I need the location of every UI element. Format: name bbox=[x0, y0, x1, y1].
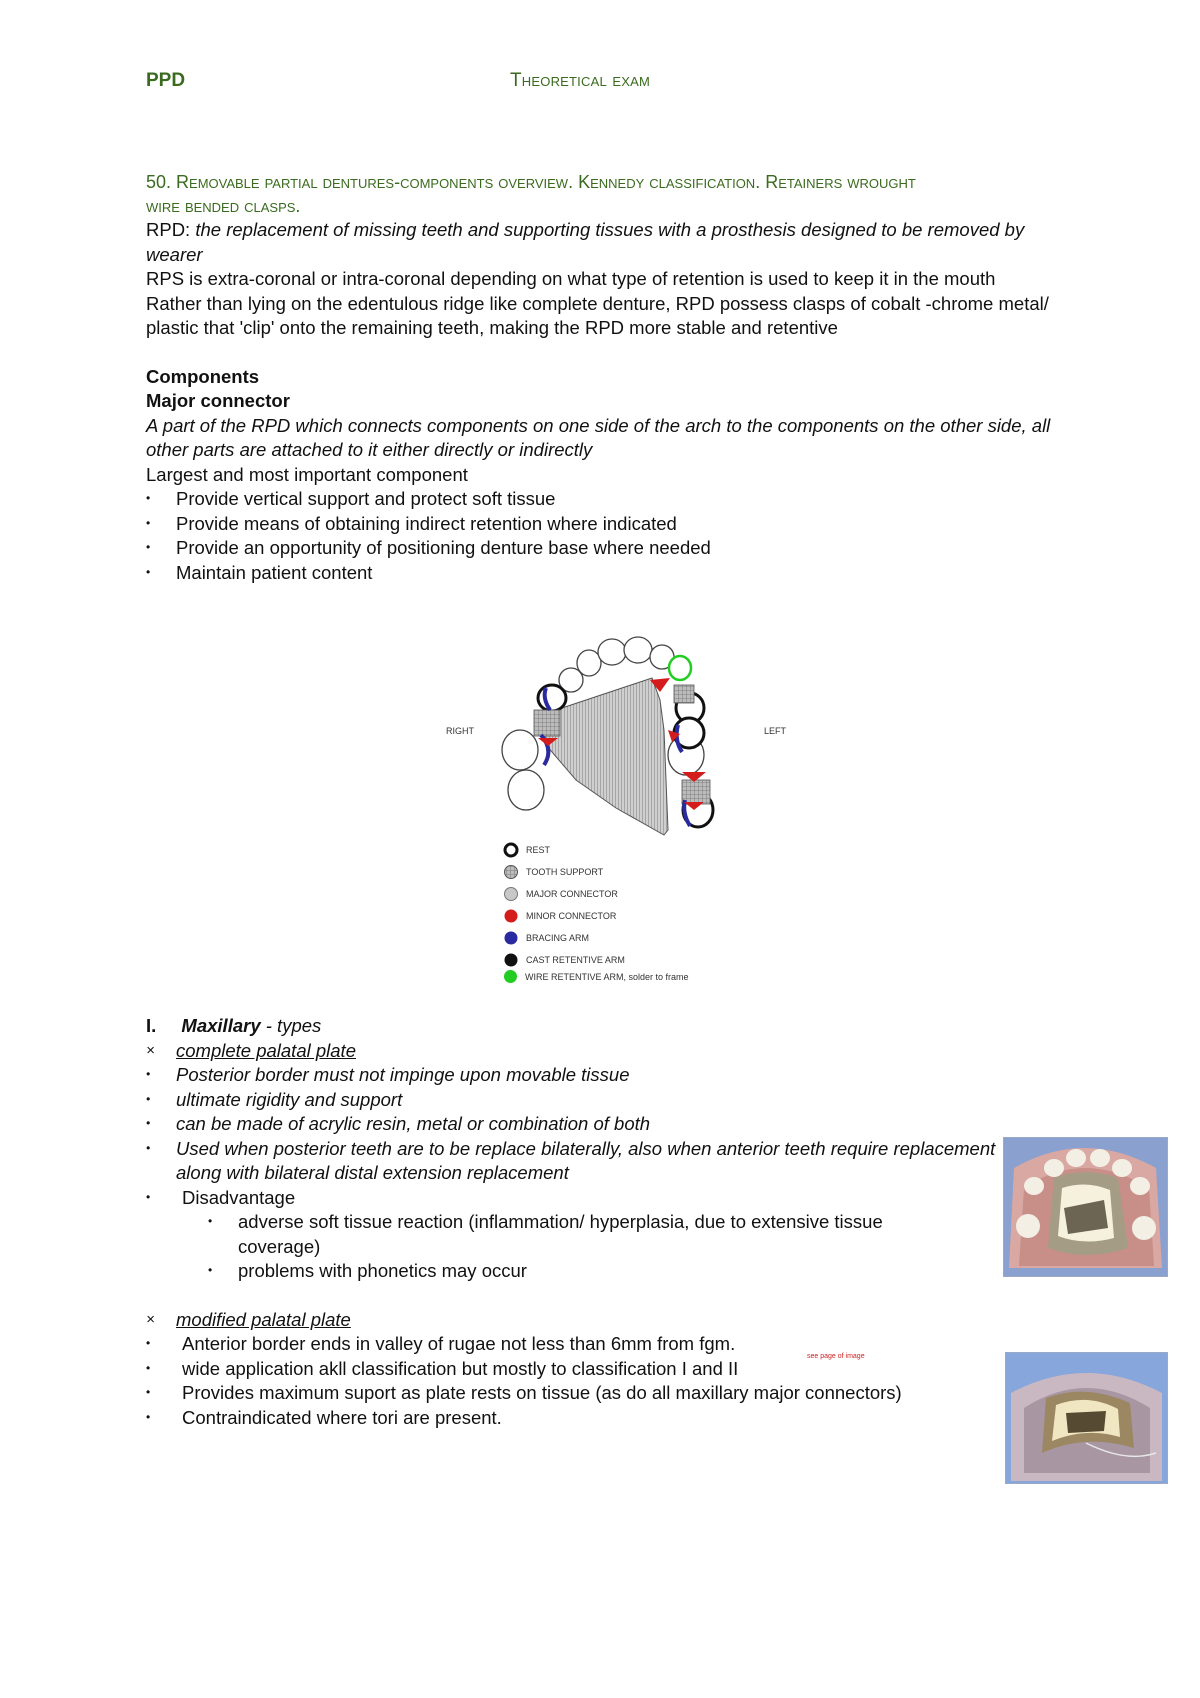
disadvantage-list bbox=[146, 1210, 1076, 1284]
legend-wire-retentive-dot bbox=[504, 970, 517, 983]
modified-palatal-plate-photo bbox=[1005, 1352, 1168, 1484]
legend-tooth-support-icon bbox=[505, 866, 518, 879]
rpd-components-diagram bbox=[446, 630, 786, 980]
modified-plate-title: × modified palatal plate bbox=[146, 1308, 1076, 1333]
major-connector-heading: Major connector bbox=[146, 390, 290, 411]
list-item: • can be made of acrylic resin, metal or combination of both bbox=[146, 1112, 1076, 1137]
list-item: • Posterior border must not impinge upon movable tissue bbox=[146, 1063, 1076, 1088]
rather-paragraph: Rather than lying on the edentulous ridge like complete denture, RPD possess clasps of cobalt -chrome metal/ plastic that 'clip' onto the remaining teeth, making the RPD more stable and retentive bbox=[146, 292, 1049, 338]
maxillary-title-suffix: - types bbox=[260, 1015, 322, 1036]
major-connector-definition: A part of the RPD which connects components on one side of the arch to the components on the other side, all other parts are attached to it either directly or indirectly bbox=[146, 414, 1051, 460]
list-item: • Provides maximum suport as plate rests on tissue (as do all maxillary major connectors) bbox=[146, 1381, 1076, 1406]
list-item: • Provide means of obtaining indirect retention where indicated bbox=[146, 512, 1076, 537]
question-title-line2: wire bended clasps. bbox=[146, 196, 301, 216]
complete-palatal-plate-photo bbox=[1003, 1137, 1168, 1277]
complete-plate-list bbox=[146, 1039, 1076, 1211]
legend-cast-retentive-label: CAST RETENTIVE ARM bbox=[526, 955, 625, 965]
list-item: • adverse soft tissue reaction (inflammation/ hyperplasia, due to extensive tissue coverage) bbox=[208, 1210, 958, 1259]
wire-retentive-tooth bbox=[669, 656, 691, 680]
header-title: Theoretical exam bbox=[510, 70, 650, 91]
list-item: • Provide vertical support and protect soft tissue bbox=[146, 487, 1076, 512]
legend-rest-icon bbox=[505, 844, 517, 856]
legend-minor-connector-icon bbox=[505, 910, 518, 923]
legend-bracing-arm-icon bbox=[505, 932, 518, 945]
left-label: LEFT bbox=[764, 726, 786, 736]
list-item: • Anterior border ends in valley of rugae not less than 6mm from fgm. bbox=[146, 1332, 1076, 1357]
rpd-label: RPD: bbox=[146, 219, 196, 240]
legend-cast-retentive-icon bbox=[505, 954, 518, 967]
complete-plate-title: × complete palatal plate bbox=[146, 1039, 1076, 1064]
maxillary-title: Maxillary bbox=[181, 1015, 261, 1036]
legend-bracing-arm-label: BRACING ARM bbox=[526, 933, 590, 943]
list-item: • Used when posterior teeth are to be replace bilaterally, also when anterior teeth require replacement along with bilateral distal extension replacement bbox=[146, 1137, 996, 1186]
list-item: • Maintain patient content bbox=[146, 561, 1076, 586]
list-item: • wide application akll classification but mostly to classification I and II bbox=[146, 1357, 1076, 1382]
list-item: • problems with phonetics may occur bbox=[208, 1259, 1076, 1284]
disadvantage-label: • Disadvantage bbox=[146, 1186, 1076, 1211]
tiny-note: see page of image bbox=[807, 1353, 865, 1360]
right-label: RIGHT bbox=[446, 726, 474, 736]
components-heading: Components bbox=[146, 365, 260, 387]
legend-tooth-support-label: TOOTH SUPPORT bbox=[526, 867, 604, 877]
maxillary-numeral: I. bbox=[146, 1015, 157, 1036]
rpd-diagram-svg bbox=[446, 630, 786, 980]
largest-component: Largest and most important component bbox=[146, 463, 468, 485]
list-item: • Provide an opportunity of positioning denture base where needed bbox=[146, 536, 1076, 561]
modified-plate-photo-svg bbox=[1006, 1353, 1167, 1483]
header-course: PPD bbox=[146, 70, 186, 91]
complete-plate-photo-svg bbox=[1004, 1138, 1167, 1276]
maxillary-heading bbox=[146, 1014, 1076, 1039]
legend-rest-label: REST bbox=[526, 845, 551, 855]
modified-plate-list bbox=[146, 1308, 1076, 1431]
diagram-legend bbox=[505, 844, 625, 967]
rpd-definition bbox=[146, 218, 1076, 267]
question-title-line1: 50. Removable partial dentures-components overview. Kennedy classification. Retainers wrought bbox=[146, 172, 916, 192]
list-item: • Contraindicated where tori are present. bbox=[146, 1406, 1076, 1431]
rpd-definition-text: the replacement of missing teeth and supporting tissues with a prosthesis designed to be removed by wearer bbox=[146, 219, 1025, 265]
legend-wire-row bbox=[504, 970, 689, 983]
legend-wire-retentive-label: WIRE RETENTIVE ARM, solder to frame bbox=[525, 971, 689, 982]
major-connector-list bbox=[146, 487, 1076, 585]
legend-minor-connector-label: MINOR CONNECTOR bbox=[526, 911, 617, 921]
list-item: • ultimate rigidity and support bbox=[146, 1088, 1076, 1113]
legend-major-connector-icon bbox=[505, 888, 518, 901]
legend-major-connector-label: MAJOR CONNECTOR bbox=[526, 889, 618, 899]
rps-paragraph: RPS is extra-coronal or intra-coronal depending on what type of retention is used to keep it in the mouth bbox=[146, 268, 996, 289]
